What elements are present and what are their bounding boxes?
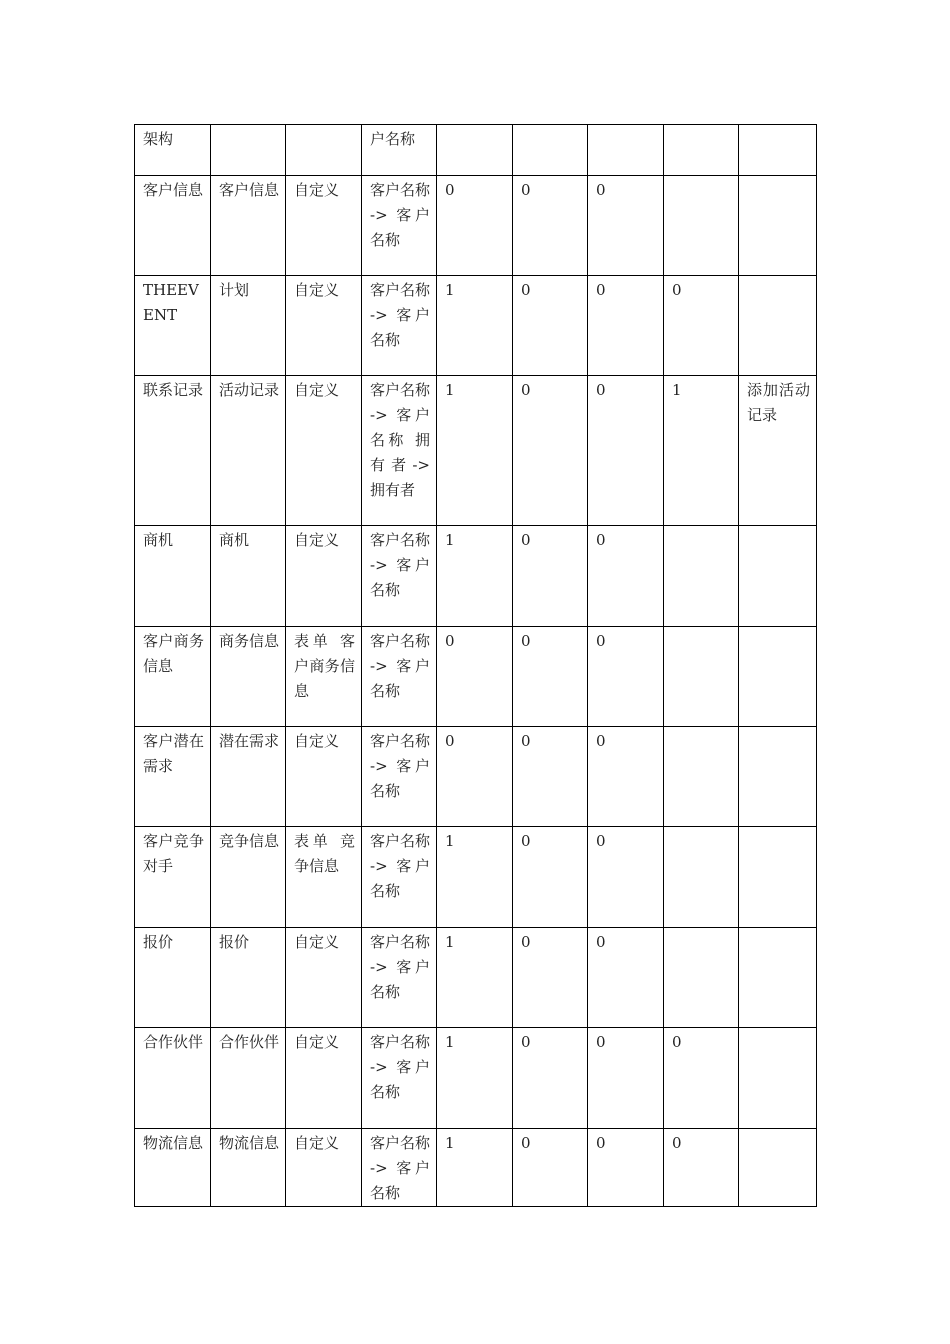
table-cell: [739, 176, 817, 276]
table-cell: 联系记录: [135, 376, 211, 526]
table-row: [135, 827, 817, 928]
table-cell: 报价: [211, 928, 286, 1028]
table-cell: 0: [437, 627, 513, 727]
table-row: [135, 376, 817, 526]
table-cell: 自定义: [286, 376, 362, 526]
table-cell: 0: [513, 376, 588, 526]
table-cell: 客户名称 -> 客户名称: [362, 627, 437, 727]
mapping-table: [134, 124, 817, 1207]
table-cell: [664, 727, 739, 827]
table-cell: 1: [437, 526, 513, 627]
table-cell: 自定义: [286, 1129, 362, 1207]
table-cell: [211, 125, 286, 176]
table-cell: 自定义: [286, 1028, 362, 1129]
table-cell: 0: [588, 1028, 664, 1129]
table-cell: 客户竞争对手: [135, 827, 211, 928]
table-cell: 合作伙伴: [135, 1028, 211, 1129]
table-cell: 客户名称 -> 客户名称: [362, 276, 437, 376]
table-cell: [286, 125, 362, 176]
table-cell: 0: [588, 526, 664, 627]
table-cell: 0: [437, 176, 513, 276]
table-cell: 商机: [211, 526, 286, 627]
table-cell: 物流信息: [135, 1129, 211, 1207]
table-body: [135, 125, 817, 1207]
table-cell: THEEVENT: [135, 276, 211, 376]
table-cell: 0: [588, 1129, 664, 1207]
table-cell: 潜在需求: [211, 727, 286, 827]
table-cell: 添加活动记录: [739, 376, 817, 526]
table-cell: 自定义: [286, 526, 362, 627]
table-row: [135, 176, 817, 276]
table-cell: 0: [513, 1129, 588, 1207]
table-cell: 1: [437, 1028, 513, 1129]
table-cell: 1: [437, 827, 513, 928]
table-cell: 合作伙伴: [211, 1028, 286, 1129]
table-cell: 0: [513, 1028, 588, 1129]
table-cell: 架构: [135, 125, 211, 176]
table-cell: 客户信息: [211, 176, 286, 276]
table-cell: 0: [437, 727, 513, 827]
table-cell: 0: [588, 176, 664, 276]
table-cell: 客户商务信息: [135, 627, 211, 727]
table-cell: 客户名称 -> 客户名称: [362, 1129, 437, 1207]
table-cell: 客户名称 -> 客户名称: [362, 928, 437, 1028]
table-row: [135, 526, 817, 627]
table-cell: 自定义: [286, 928, 362, 1028]
table-row: [135, 125, 817, 176]
table-cell: 0: [588, 276, 664, 376]
table-cell: 0: [513, 276, 588, 376]
table-row: [135, 1028, 817, 1129]
table-cell: [739, 1129, 817, 1207]
table-cell: [739, 827, 817, 928]
table-cell: 自定义: [286, 176, 362, 276]
table-cell: 1: [437, 928, 513, 1028]
table-cell: 客户名称 -> 客户名称 拥有者->拥有者: [362, 376, 437, 526]
table-cell: [664, 125, 739, 176]
table-cell: 表单 竞争信息: [286, 827, 362, 928]
table-cell: 计划: [211, 276, 286, 376]
table-cell: [664, 827, 739, 928]
table-cell: 活动记录: [211, 376, 286, 526]
table-cell: 自定义: [286, 276, 362, 376]
table-cell: 客户名称 -> 客户名称: [362, 176, 437, 276]
table-cell: 0: [664, 276, 739, 376]
table-cell: 0: [664, 1028, 739, 1129]
table-cell: [739, 125, 817, 176]
table-cell: 0: [513, 526, 588, 627]
table-cell: 1: [437, 376, 513, 526]
table-cell: [739, 928, 817, 1028]
table-cell: 客户名称 -> 客户名称: [362, 526, 437, 627]
table-cell: 1: [437, 1129, 513, 1207]
table-cell: 0: [588, 727, 664, 827]
table-cell: [739, 526, 817, 627]
table-cell: 物流信息: [211, 1129, 286, 1207]
table-cell: 0: [588, 376, 664, 526]
table-row: [135, 1129, 817, 1207]
table-cell: 1: [664, 376, 739, 526]
table-cell: [739, 627, 817, 727]
table-cell: [739, 727, 817, 827]
table-cell: 客户名称 -> 客户名称: [362, 727, 437, 827]
table-cell: [513, 125, 588, 176]
table-cell: 0: [588, 827, 664, 928]
table-cell: 0: [513, 627, 588, 727]
table-row: [135, 727, 817, 827]
table-cell: 1: [437, 276, 513, 376]
table-cell: 客户名称 -> 客户名称: [362, 1028, 437, 1129]
table-cell: 0: [588, 928, 664, 1028]
table-cell: 0: [664, 1129, 739, 1207]
table-cell: 报价: [135, 928, 211, 1028]
table-cell: 0: [513, 727, 588, 827]
table-cell: [664, 627, 739, 727]
table-cell: 自定义: [286, 727, 362, 827]
table-cell: [664, 526, 739, 627]
table-cell: 商机: [135, 526, 211, 627]
table-cell: [739, 1028, 817, 1129]
table-cell: 客户潜在需求: [135, 727, 211, 827]
table-cell: 0: [513, 928, 588, 1028]
table-cell: 0: [588, 627, 664, 727]
table-cell: 户名称: [362, 125, 437, 176]
table-cell: 商务信息: [211, 627, 286, 727]
table-cell: [588, 125, 664, 176]
table-cell: [664, 928, 739, 1028]
table-cell: [664, 176, 739, 276]
table-row: [135, 627, 817, 727]
table-cell: 客户信息: [135, 176, 211, 276]
table-row: [135, 928, 817, 1028]
table-cell: 竞争信息: [211, 827, 286, 928]
table-cell: [739, 276, 817, 376]
table-cell: 0: [513, 827, 588, 928]
table-row: [135, 276, 817, 376]
table-cell: 表单 客户商务信息: [286, 627, 362, 727]
table-cell: [437, 125, 513, 176]
table-cell: 客户名称 -> 客户名称: [362, 827, 437, 928]
table-cell: 0: [513, 176, 588, 276]
